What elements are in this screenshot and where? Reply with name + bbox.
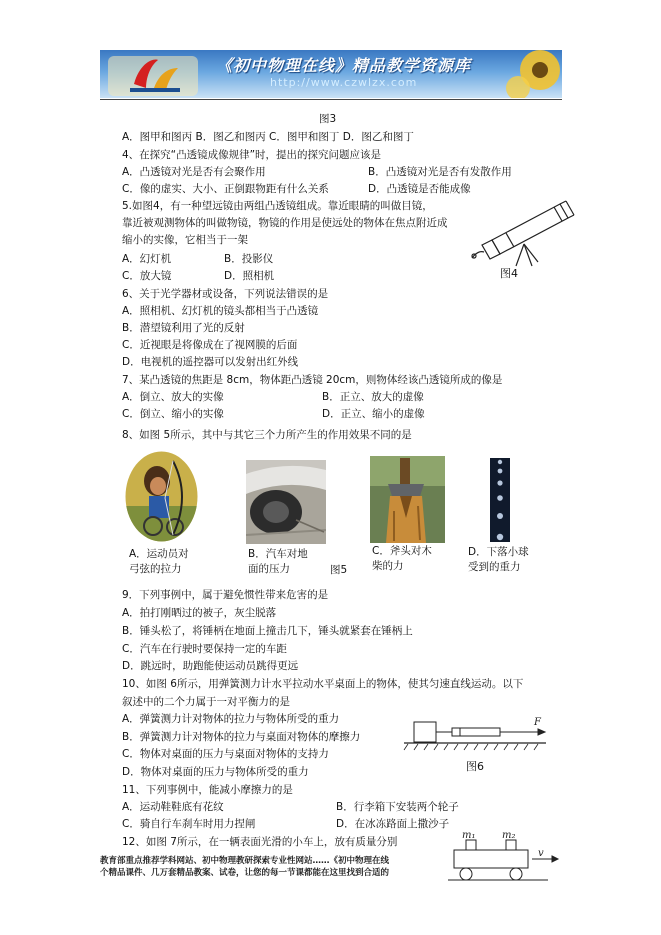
q9-option-b: B．锤头松了，将锤柄在地面上撞击几下，锤头就紧套在锤柄上: [122, 625, 413, 637]
fig5-caption-c: [372, 544, 432, 574]
question-8: 8、如图 5所示，其中与其它三个力所产生的作用效果不同的是: [122, 429, 412, 441]
question-6: 6、关于光学器材或设备，下列说法错误的是: [122, 288, 329, 300]
q10-option-b: B．弹簧测力计对物体的拉力与桌面对物体的摩擦力: [122, 731, 361, 743]
q11-option-d: D．在冰冻路面上撒沙子: [336, 818, 450, 830]
figure-3-label: 图3: [319, 113, 337, 125]
question-5-line2: 靠近被观测物体的叫做物镜，物镜的作用是使远处的物体在焦点附近成: [122, 217, 448, 229]
q11-option-c: C．骑自行车刹车时用力捏闸: [122, 818, 256, 830]
banner-title: 《初中物理在线》精品教学资源库: [216, 56, 472, 75]
site-banner: [100, 50, 562, 98]
question-9: 9．下列事例中，属于避免惯性带来危害的是: [122, 589, 329, 601]
q7-option-d: D．正立、缩小的虚像: [322, 408, 425, 420]
caption-b-line1: B．汽车对地: [248, 548, 308, 560]
figure-6-label: 图6: [466, 760, 484, 773]
q5-option-b: B．投影仪: [224, 253, 274, 265]
q5-option-a: A．幻灯机: [122, 253, 172, 265]
archer-photo: [125, 451, 198, 542]
velocity-label: v: [538, 848, 544, 859]
caption-b-line2: 面的压力: [248, 563, 290, 575]
caption-c-line2: 柴的力: [372, 560, 404, 572]
car-tire-photo: [246, 460, 326, 544]
footer-line1: 教育部重点推荐学科网站、初中物理教研探索专业性网站……《初中物理在线: [100, 856, 390, 866]
question-5-line3: 缩小的实像，它相当于一架: [122, 234, 248, 246]
force-label: F: [534, 717, 541, 728]
q4-option-a: A．凸透镜对光是否有会聚作用: [122, 166, 266, 178]
question-12: 12、如图 7所示，在一辆表面光滑的小车上，放有质量分别: [122, 836, 398, 848]
fig5-caption-d: [468, 545, 529, 575]
q4-option-d: D．凸透镜是否能成像: [368, 183, 471, 195]
q10-option-d: D．物体对桌面的压力与物体所受的重力: [122, 766, 309, 778]
q6-option-c: C．近视眼是将像成在了视网膜的后面: [122, 339, 298, 351]
fig5-caption-a: [129, 547, 189, 577]
q4-option-c: C．像的虚实、大小、正倒跟物距有什么关系: [122, 183, 329, 195]
footer-line2: 个精品课件、几万套精品教案、试卷，让您的每一节课都能在这里找到合适的: [100, 868, 390, 878]
question-11: 11、下列事例中，能减小摩擦力的是: [122, 784, 293, 796]
q7-option-b: B．正立、放大的虚像: [322, 391, 424, 403]
axe-wood-photo: [370, 456, 445, 543]
q11-option-a: A．运动鞋鞋底有花纹: [122, 801, 224, 813]
q10-option-c: C．物体对桌面的压力与桌面对物体的支持力: [122, 748, 329, 760]
question-7: 7、某凸透镜的焦距是 8cm，物体距凸透镜 20cm，则物体经该凸透镜所成的像是: [122, 374, 503, 386]
q10-option-a: A．弹簧测力计对物体的拉力与物体所受的重力: [122, 713, 340, 725]
q9-option-a: A．拍打刚晒过的被子，灰尘脱落: [122, 607, 277, 619]
cart-diagram: [448, 830, 560, 888]
q9-option-c: C．汽车在行驶时要保持一定的车距: [122, 643, 287, 655]
q6-option-b: B．潜望镜利用了光的反射: [122, 322, 245, 334]
q9-option-d: D．跳远时，助跑能使运动员跳得更远: [122, 660, 299, 672]
caption-a-line1: A．运动员对: [129, 548, 189, 560]
question-4: 4、在探究“凸透镜成像规律”时，提出的探究问题应该是: [122, 149, 382, 161]
q7-option-a: A．倒立、放大的实像: [122, 391, 224, 403]
telescope-diagram: [470, 198, 580, 270]
q11-option-b: B．行李箱下安装两个轮子: [336, 801, 459, 813]
question-10-line1: 10、如图 6所示，用弹簧测力计水平拉动水平桌面上的物体，使其匀速直线运动。以下: [122, 678, 524, 690]
caption-d-line2: 受到的重力: [468, 561, 521, 573]
question-5-line1: 5.如图4，有一种望远镜由两组凸透镜组成。靠近眼睛的叫做目镜，: [122, 200, 433, 212]
q5-option-d: D．照相机: [224, 270, 275, 282]
header-rule: [100, 99, 562, 100]
site-logo-icon: [124, 54, 184, 96]
q3-options: A．图甲和图丙 B．图乙和图丙 C．图甲和图丁 D．图乙和图丁: [122, 131, 414, 143]
figure-5-label: 图5: [330, 564, 348, 576]
fig5-caption-b: [248, 547, 308, 577]
caption-c-line1: C．斧头对木: [372, 545, 432, 557]
caption-a-line2: 弓弦的拉力: [129, 563, 182, 575]
mass-2-label: m₂: [502, 830, 516, 841]
falling-ball-photo: [490, 458, 510, 542]
q6-option-d: D．电视机的遥控器可以发射出红外线: [122, 356, 299, 368]
banner-url[interactable]: http://www.czwlzx.com: [270, 76, 418, 89]
q6-option-a: A．照相机、幻灯机的镜头都相当于凸透镜: [122, 305, 319, 317]
question-10-line2: 叙述中的二个力属于一对平衡力的是: [122, 696, 290, 708]
q4-option-b: B．凸透镜对光是否有发散作用: [368, 166, 512, 178]
figure-4-label: 图4: [500, 267, 518, 280]
mass-1-label: m₁: [462, 830, 476, 841]
caption-d-line1: D．下落小球: [468, 546, 529, 558]
q5-option-c: C．放大镜: [122, 270, 172, 282]
spring-scale-diagram: [400, 712, 550, 756]
q7-option-c: C．倒立、缩小的实像: [122, 408, 224, 420]
